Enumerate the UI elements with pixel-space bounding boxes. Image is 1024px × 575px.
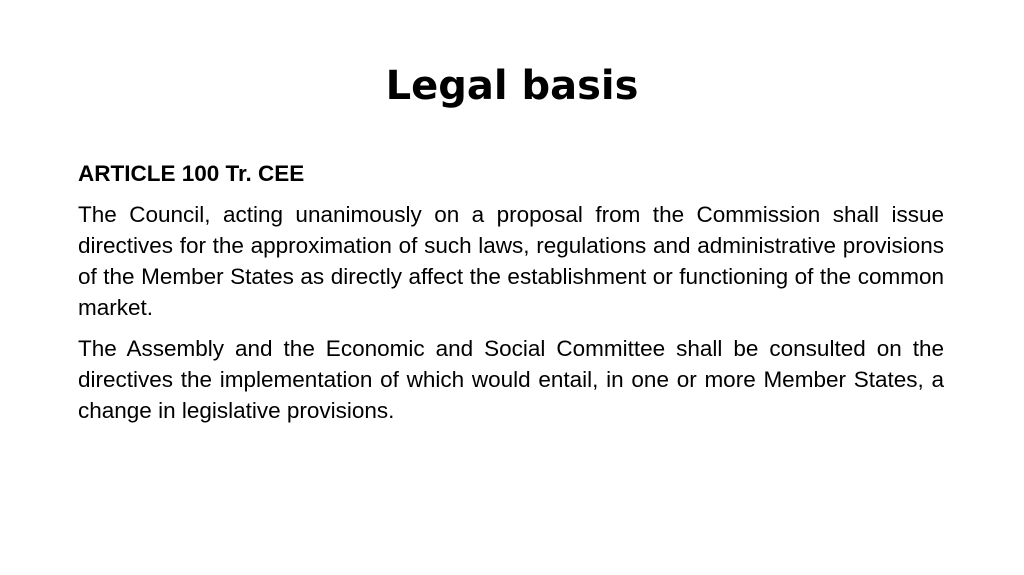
paragraph-council: The Council, acting unanimously on a proposal from the Commission shall issue directives for the approximation of such laws, regulations and administrative provisions of the Member States as directly affect the establishment or functioning of the common market. bbox=[78, 202, 944, 320]
slide-title: Legal basis bbox=[385, 63, 639, 109]
article-heading: ARTICLE 100 Tr. CEE bbox=[78, 161, 305, 186]
paragraph-assembly: The Assembly and the Economic and Social Committee shall be consulted on the directives the implementation of which would entail, in one or more Member States, a change in legislative provisions. bbox=[78, 336, 944, 423]
slide-body bbox=[78, 158, 944, 436]
